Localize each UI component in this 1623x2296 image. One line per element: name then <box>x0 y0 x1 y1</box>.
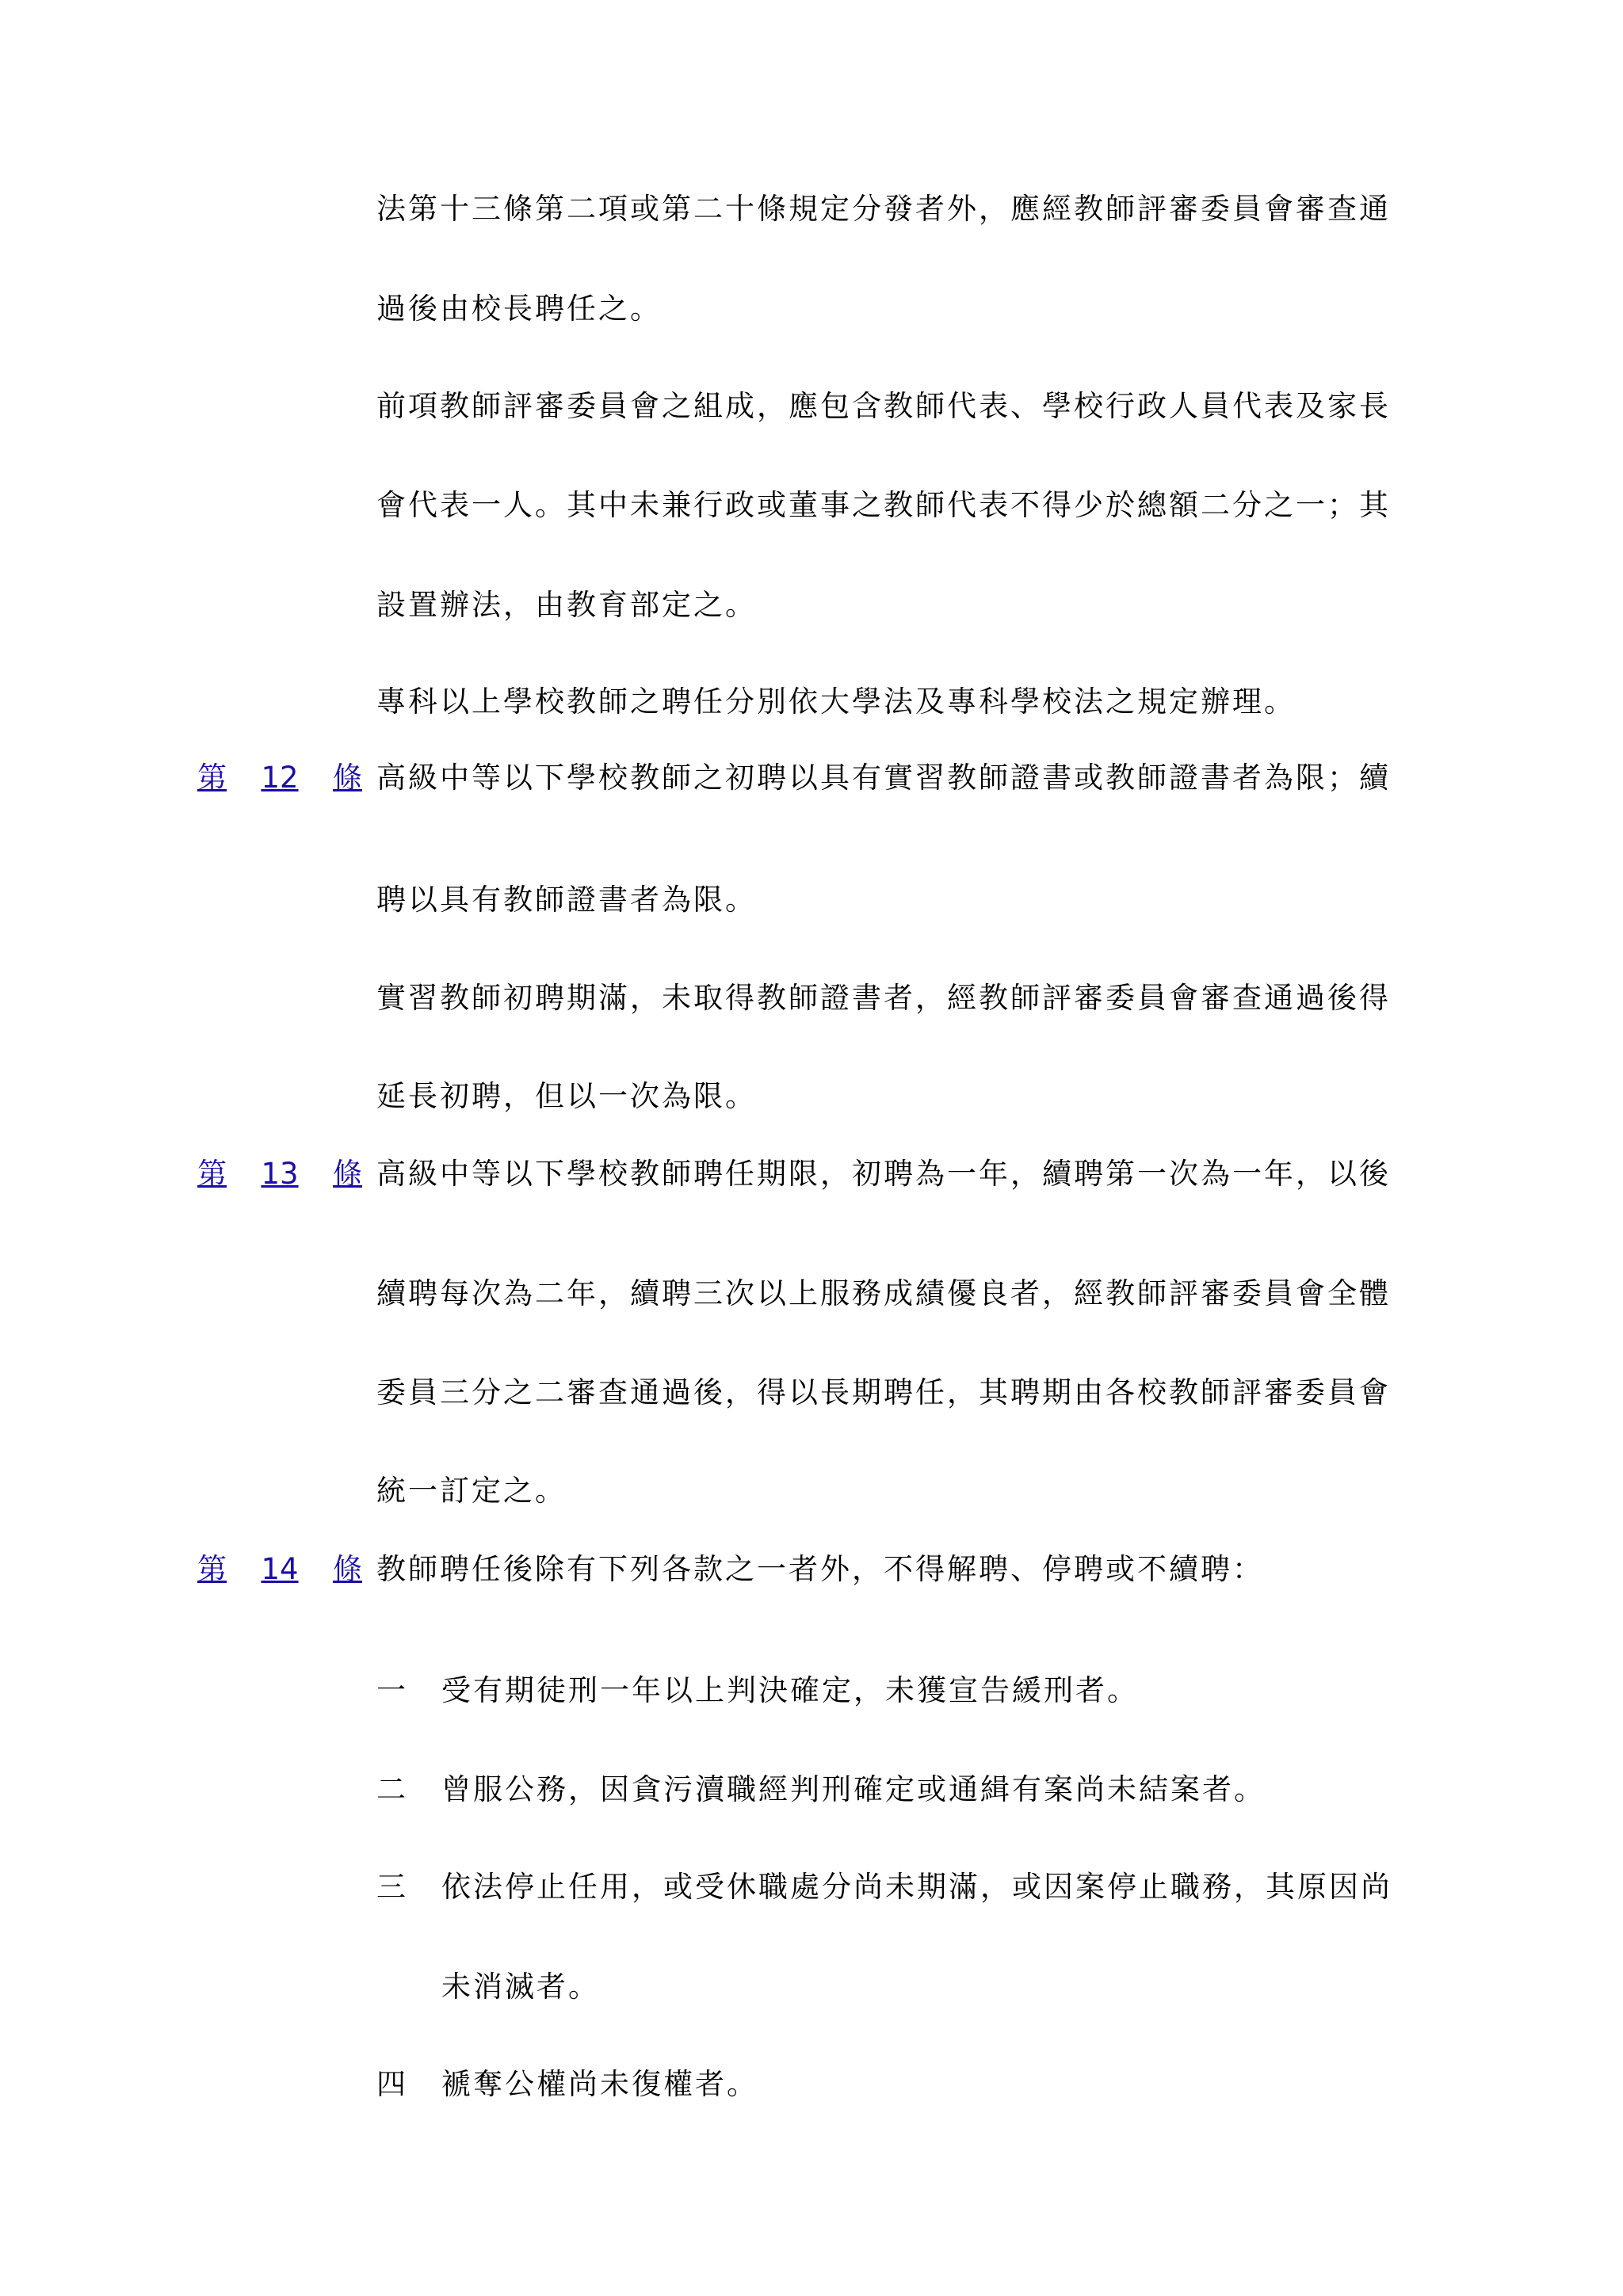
article-14-link[interactable] <box>197 1550 362 1589</box>
text-line: 會代表一人。其中未兼行政或董事之教師代表不得少於總額二分之一；其 <box>376 488 1391 522</box>
article-label-prefix: 第 <box>197 761 227 795</box>
text-line: 法第十三條第二項或第二十條規定分發者外，應經教師評審委員會審查通 <box>376 192 1391 226</box>
article-12-line: 聘以具有教師證書者為限。 <box>376 883 757 917</box>
article-label-number: 13 <box>261 1157 299 1191</box>
article-13-link[interactable] <box>197 1155 362 1193</box>
article-label-number: 12 <box>261 761 299 795</box>
article-13-line: 續聘每次為二年，續聘三次以上服務成績優良者，經教師評審委員會全體 <box>376 1276 1391 1310</box>
article-label-number: 14 <box>261 1552 299 1586</box>
list-item-text: 曾服公務，因貪污瀆職經判刑確定或通緝有案尚未結案者。 <box>441 1772 1266 1806</box>
text-line: 前項教師評審委員會之組成，應包含教師代表、學校行政人員代表及家長 <box>376 389 1391 423</box>
article-label-suffix: 條 <box>333 1552 362 1586</box>
list-item-number: 四 <box>376 2067 406 2101</box>
article-13-line: 統一訂定之。 <box>376 1474 567 1508</box>
list-item-text: 褫奪公權尚未復權者。 <box>441 2067 758 2101</box>
article-label-prefix: 第 <box>197 1552 227 1586</box>
article-12-line: 高級中等以下學校教師之初聘以具有實習教師證書或教師證書者為限；續 <box>376 761 1391 795</box>
article-label-suffix: 條 <box>333 1157 362 1191</box>
list-item-number: 三 <box>376 1870 406 1904</box>
list-item-number: 一 <box>376 1673 406 1707</box>
text-line: 過後由校長聘任之。 <box>376 292 662 326</box>
list-item-text: 依法停止任用，或受休職處分尚未期滿，或因案停止職務，其原因尚 <box>441 1870 1392 1904</box>
article-12-line: 延長初聘，但以一次為限。 <box>376 1079 757 1113</box>
article-13-line: 高級中等以下學校教師聘任期限，初聘為一年，續聘第一次為一年，以後 <box>376 1157 1391 1191</box>
article-12-link[interactable] <box>197 759 362 797</box>
list-item-number: 二 <box>376 1772 406 1806</box>
list-item-text: 受有期徒刑一年以上判決確定，未獲宣告緩刑者。 <box>441 1673 1139 1707</box>
text-line: 設置辦法，由教育部定之。 <box>376 588 757 622</box>
article-12-line: 實習教師初聘期滿，未取得教師證書者，經教師評審委員會審查通過後得 <box>376 981 1391 1015</box>
article-label-prefix: 第 <box>197 1157 227 1191</box>
article-13-line: 委員三分之二審查通過後，得以長期聘任，其聘期由各校教師評審委員會 <box>376 1375 1391 1409</box>
text-line: 專科以上學校教師之聘任分別依大學法及專科學校法之規定辦理。 <box>376 685 1296 719</box>
article-label-suffix: 條 <box>333 761 362 795</box>
article-14-intro: 教師聘任後除有下列各款之一者外，不得解聘、停聘或不續聘： <box>376 1552 1264 1586</box>
list-item-text-continued: 未消滅者。 <box>441 1970 600 2004</box>
